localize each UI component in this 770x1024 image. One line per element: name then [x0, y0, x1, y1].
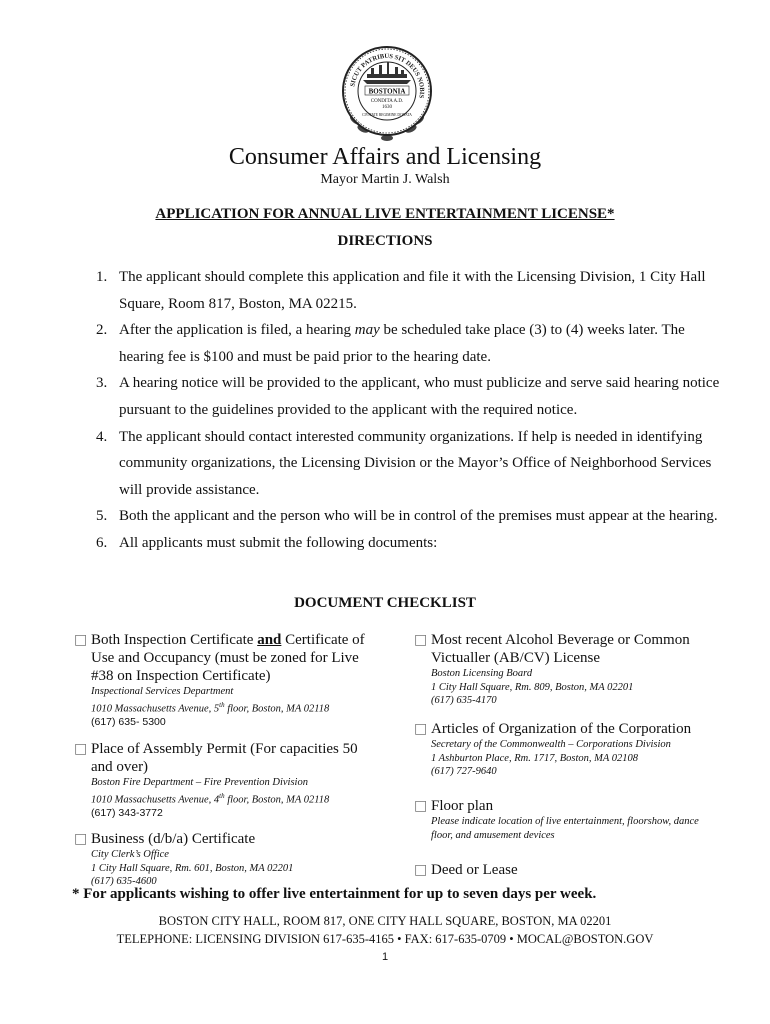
direction-number: 2.	[96, 322, 108, 339]
direction-number: 1.	[96, 269, 108, 285]
address-sup: th	[219, 700, 225, 709]
office-name: Inspectional Services Department	[91, 686, 234, 697]
direction-emphasis: may	[354, 322, 380, 339]
directions-list	[90, 264, 730, 557]
direction-item	[90, 264, 730, 317]
footer-contact: TELEPHONE: LICENSING DIVISION 617-635-4165 • FAX: 617-635-0709 • MOCAL@BOSTON.GOV	[116, 932, 654, 946]
office-phone: (617) 635- 5300	[91, 715, 166, 728]
checklist-item-alcohol	[414, 631, 714, 708]
checklist-label: Place of Assembly Permit (For capacities 50 and over)	[91, 741, 358, 775]
direction-item	[90, 370, 730, 423]
checkbox-icon[interactable]: □	[74, 741, 88, 757]
label-post: Certificate of Use and Occupancy (must be zoned for Live #38 on Inspection Certificate)	[91, 632, 365, 684]
application-title	[0, 206, 770, 223]
checkbox-icon[interactable]: □	[414, 798, 428, 814]
checkbox-icon[interactable]: □	[414, 632, 428, 648]
mayor-name: Mayor Martin J. Walsh	[320, 172, 450, 187]
checklist-item-assembly	[74, 740, 374, 820]
checklist-item-deed	[414, 861, 714, 879]
checklist-label: Floor plan	[431, 798, 494, 814]
office-address	[74, 790, 374, 807]
office-address: 1 Ashburton Place, Rm. 1717, Boston, MA 02108	[431, 752, 638, 764]
office-name: City Clerk’s Office	[91, 849, 169, 860]
office-phone: (617) 635-4600	[91, 876, 157, 887]
direction-number: 3.	[96, 375, 108, 392]
checkbox-icon[interactable]: □	[414, 862, 428, 878]
seal-name: BOSTONIA	[368, 87, 406, 96]
seal-condita: CONDITA A.D.	[370, 99, 404, 104]
office-address: 1 City Hall Square, Rm. 601, Boston, MA 02201	[91, 862, 294, 874]
checkbox-icon[interactable]: □	[74, 632, 88, 648]
checklist-label	[74, 631, 374, 685]
office-address	[74, 699, 374, 716]
direction-number: 4.	[96, 428, 108, 445]
page-title: Consumer Affairs and Licensing	[228, 144, 542, 170]
direction-item	[90, 530, 730, 557]
office-name: Secretary of the Commonwealth – Corporations Division	[431, 739, 671, 750]
directions-heading: DIRECTIONS	[337, 233, 433, 249]
footer-address: BOSTON CITY HALL, ROOM 817, ONE CITY HALL SQUARE, BOSTON, MA 02201	[158, 914, 612, 928]
checklist-item-articles	[414, 720, 714, 779]
seal-civitas: CIVITATE REGIMINE DONATA	[362, 113, 412, 117]
checklist-heading: DOCUMENT CHECKLIST	[294, 595, 476, 611]
direction-text: The applicant should complete this application and file it with the Licensing Division, 1 City Hall Square, Room 817, Boston, MA 02215.	[119, 269, 706, 312]
checkbox-icon[interactable]: □	[414, 721, 428, 737]
direction-text: Both the applicant and the person who will be in control of the premises must appear at the hearing.	[119, 508, 718, 525]
checklist-label: Business (d/b/a) Certificate	[91, 831, 256, 847]
checklist-item-inspection	[74, 631, 374, 729]
checkbox-icon[interactable]: □	[74, 831, 88, 847]
direction-number: 6.	[96, 534, 108, 551]
checklist-item-business	[74, 830, 374, 889]
footnote: * For applicants wishing to offer live entertainment for up to seven days per week.	[72, 886, 597, 902]
address-pre: 1010 Massachusetts Avenue, 5	[91, 703, 220, 714]
checklist-label: Articles of Organization of the Corporation	[431, 721, 692, 737]
checklist-label: Deed or Lease	[431, 862, 518, 878]
office-phone: (617) 635-4170	[431, 695, 497, 706]
office-address: 1 City Hall Square, Rm. 809, Boston, MA 02201	[431, 681, 634, 693]
address-post: floor, Boston, MA 02118	[224, 703, 330, 714]
direction-item	[90, 424, 730, 504]
checklist-label: Most recent Alcohol Beverage or Common Victualler (AB/CV) License	[431, 632, 690, 666]
office-name: Boston Licensing Board	[431, 668, 533, 679]
direction-text-post: be scheduled take place (3) to (4) weeks later. The hearing fee is $100 and must be paid prior to the hearing date.	[119, 322, 685, 365]
checklist-item-floor-plan	[414, 797, 714, 842]
seal-year: 1630	[382, 105, 392, 110]
direction-text: A hearing notice will be provided to the applicant, who must publicize and serve said hearing notice pursuant to the guidelines provided to the applicant with the required notice.	[119, 375, 720, 418]
direction-item	[90, 317, 730, 370]
label-pre: Both Inspection Certificate	[91, 632, 258, 648]
boston-city-seal	[341, 40, 433, 143]
office-phone: (617) 343-3772	[91, 806, 163, 819]
page-number: 1	[381, 951, 389, 963]
label-emphasis: and	[257, 632, 282, 648]
direction-text-pre: After the application is filed, a hearing	[119, 322, 355, 339]
address-post: floor, Boston, MA 02118	[224, 794, 330, 805]
address-pre: 1010 Massachusetts Avenue, 4	[91, 794, 220, 805]
office-phone: (617) 727-9640	[431, 766, 497, 777]
floor-plan-note: Please indicate location of live entertainment, floorshow, dance floor, and amusement devices	[431, 816, 699, 841]
seal-ring-text: SICUT PATRIBUS SIT DEUS NOBIS	[349, 52, 426, 99]
direction-item	[90, 503, 730, 530]
direction-text: The applicant should contact interested community organizations. If help is needed in identifying community organizations, the Licensing Division or the Mayor’s Office of Neighborhood Services will provide assistance.	[119, 428, 712, 498]
application-title-text: APPLICATION FOR ANNUAL LIVE ENTERTAINMENT LICENSE*	[155, 206, 615, 222]
office-name: Boston Fire Department – Fire Prevention Division	[91, 777, 308, 788]
direction-text: All applicants must submit the following documents:	[119, 534, 438, 551]
direction-number: 5.	[96, 508, 108, 525]
address-sup: th	[219, 791, 225, 800]
